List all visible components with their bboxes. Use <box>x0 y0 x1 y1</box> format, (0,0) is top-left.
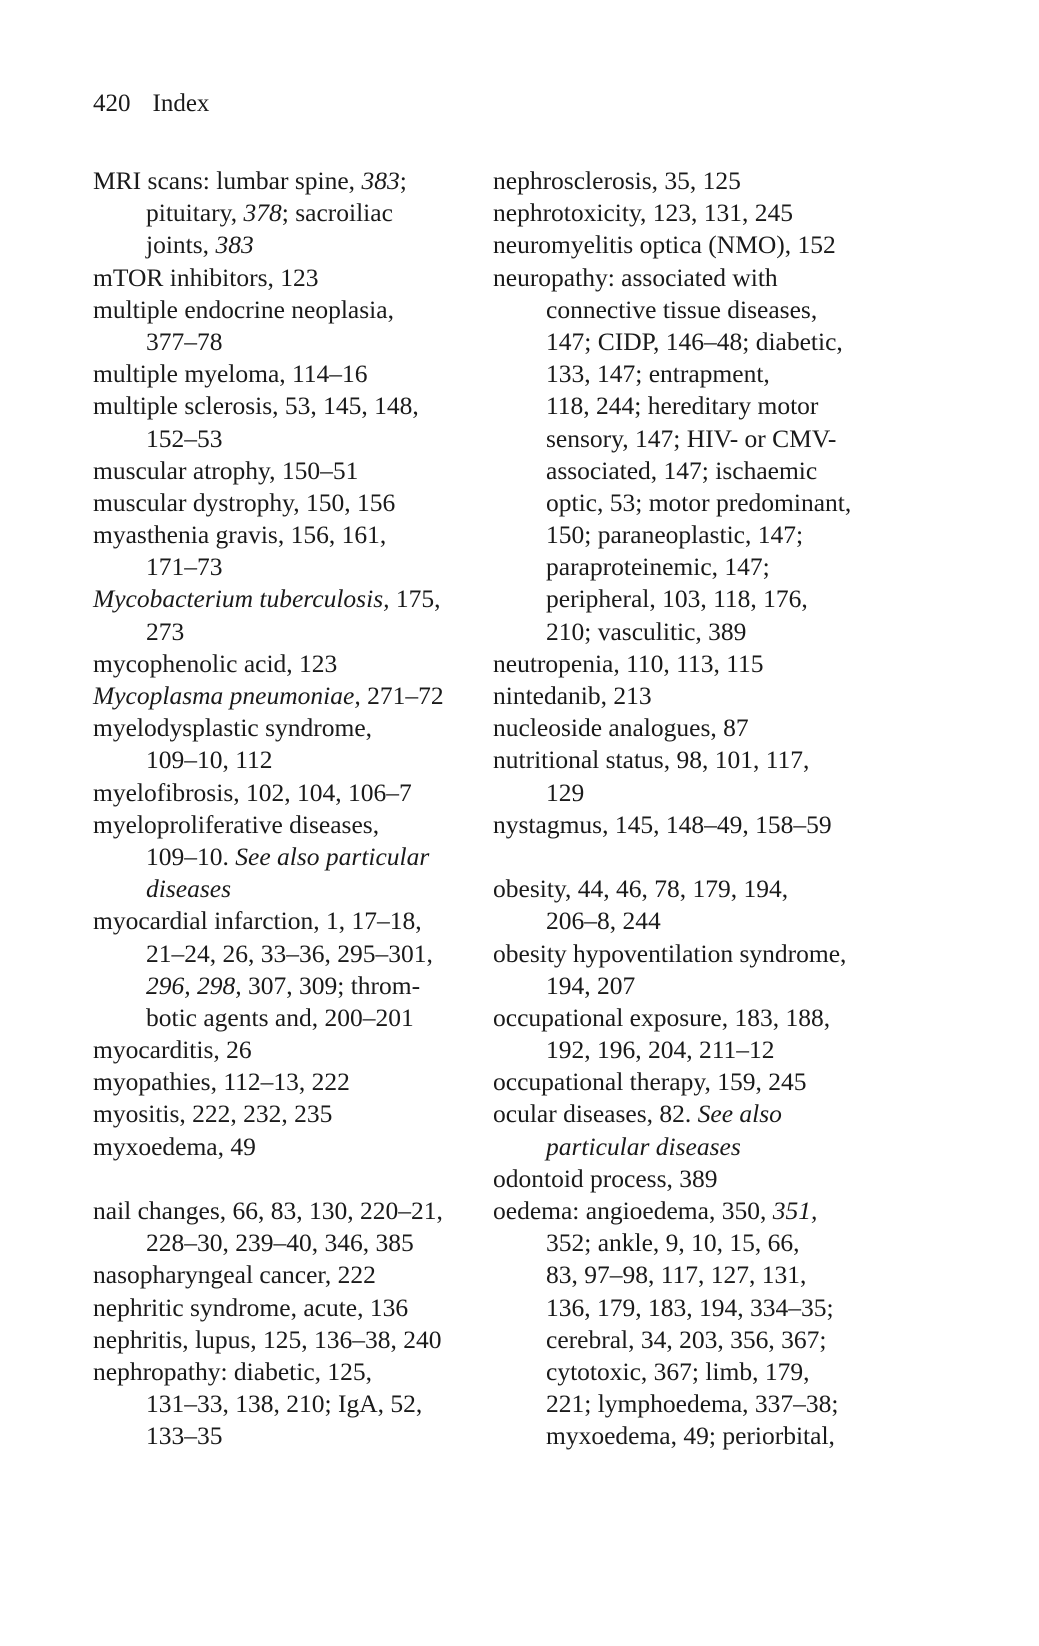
index-entry-text: 307, 309; throm- <box>241 970 421 1000</box>
index-entry-continuation <box>493 583 893 615</box>
index-entry <box>493 1002 893 1034</box>
index-entry-text: odontoid process, 389 <box>493 1163 718 1193</box>
index-entry-text: pituitary, <box>146 198 244 228</box>
index-entry-text: 129 <box>546 777 585 807</box>
index-entry <box>93 1292 493 1324</box>
index-entry-continuation <box>93 1227 493 1259</box>
index-entry-continuation <box>93 197 493 229</box>
index-entry-text: multiple sclerosis, 53, 145, 148, <box>93 391 419 421</box>
index-entry-italic-text: Mycoplasma pneumoniae, <box>93 681 361 710</box>
index-entry-text: muscular atrophy, 150–51 <box>93 455 359 485</box>
index-entry-continuation <box>93 970 493 1002</box>
index-entry-text: 271–72 <box>360 681 444 710</box>
index-entry-continuation <box>93 423 493 455</box>
index-entry <box>93 680 493 712</box>
page-title: Index <box>152 90 210 117</box>
index-entry-continuation <box>493 616 893 648</box>
index-entry-continuation <box>93 841 493 873</box>
index-entry-continuation <box>493 390 893 422</box>
index-entry-italic-text: particular diseases <box>546 1131 741 1161</box>
index-entry-text: cerebral, 34, 203, 356, 367; <box>546 1324 827 1354</box>
index-entry-text: 83, 97–98, 117, 127, 131, <box>546 1260 807 1290</box>
index-entry-continuation <box>493 905 893 937</box>
index-entry-continuation <box>493 1034 893 1066</box>
index-entry-text: myopathies, 112–13, 222 <box>93 1067 350 1097</box>
index-entry <box>93 1259 493 1291</box>
index-entry-text: paraproteinemic, 147; <box>546 552 770 582</box>
index-entry-continuation <box>93 551 493 583</box>
index-entry-italic-text: 383 <box>215 230 254 260</box>
index-entry-text: 352; ankle, 9, 10, 15, 66, <box>546 1228 800 1258</box>
index-entry-text: myocarditis, 26 <box>93 1035 252 1065</box>
index-entry-continuation <box>93 938 493 970</box>
index-entry <box>93 1098 493 1130</box>
index-entry-italic-text: 378 <box>243 198 282 228</box>
index-entry <box>493 1098 893 1130</box>
index-entry <box>93 777 493 809</box>
index-entry-text: optic, 53; motor predominant, <box>546 487 852 517</box>
section-gap <box>93 1163 493 1195</box>
index-entry-continuation <box>93 744 493 776</box>
index-entry <box>93 905 493 937</box>
index-entry <box>93 487 493 519</box>
index-entry-text: 109–10, 112 <box>146 745 273 775</box>
index-entry-text: myelodysplastic syndrome, <box>93 713 373 743</box>
index-entry-continuation <box>493 1388 893 1420</box>
index-entry-text: sensory, 147; HIV- or CMV- <box>546 423 837 453</box>
index-entry <box>493 165 893 197</box>
index-entry-italic-text: 351, <box>772 1196 818 1225</box>
index-entry-text: 273 <box>146 616 185 646</box>
index-entry-text: neuromyelitis optica (NMO), 152 <box>493 230 836 260</box>
index-entry <box>93 1131 493 1163</box>
index-entry <box>93 519 493 551</box>
index-entry-continuation <box>493 1227 893 1259</box>
index-entry-text: myeloproliferative diseases, <box>93 809 380 839</box>
index-entry-continuation <box>93 229 493 261</box>
index-entry <box>93 583 493 615</box>
index-entry <box>493 873 893 905</box>
index-entry-continuation <box>493 358 893 390</box>
index-entry-italic-text: 296, 298, <box>146 970 242 1000</box>
index-entry <box>493 1066 893 1098</box>
index-entry-continuation <box>493 519 893 551</box>
index-entry <box>493 680 893 712</box>
index-entry-text: 171–73 <box>146 552 223 582</box>
index-entry-text: peripheral, 103, 118, 176, <box>546 584 808 614</box>
index-entry-text: neuropathy: associated with <box>493 262 778 292</box>
index-entry-continuation <box>493 1259 893 1291</box>
index-entry-text: 228–30, 239–40, 346, 385 <box>146 1228 414 1258</box>
index-entry-continuation <box>93 326 493 358</box>
index-entry-text: ocular diseases, 82. <box>493 1099 698 1129</box>
index-entry-text: 21–24, 26, 33–36, 295–301, <box>146 938 433 968</box>
index-entry-continuation <box>493 423 893 455</box>
index-entry <box>93 455 493 487</box>
index-entry-continuation <box>93 873 493 905</box>
index-column-right <box>493 165 893 1453</box>
index-entry-continuation <box>493 487 893 519</box>
index-entry-text: 377–78 <box>146 326 223 356</box>
index-entry-text: 152–53 <box>146 423 223 453</box>
index-entry-text: oedema: angioedema, 350, <box>493 1196 773 1225</box>
index-entry-text: 147; CIDP, 146–48; diabetic, <box>546 326 843 356</box>
index-entry <box>93 1195 493 1227</box>
index-entry-text: associated, 147; ischaemic <box>546 455 818 485</box>
index-entry-continuation <box>493 551 893 583</box>
index-entry-text: 194, 207 <box>546 970 636 1000</box>
index-entry-text: nystagmus, 145, 148–49, 158–59 <box>493 809 832 839</box>
index-entry-text: 221; lymphoedema, 337–38; <box>546 1389 839 1419</box>
index-entry-continuation <box>493 970 893 1002</box>
index-entry <box>493 197 893 229</box>
index-entry-text: MRI scans: lumbar spine, <box>93 166 362 195</box>
index-entry-continuation <box>493 326 893 358</box>
index-entry <box>93 712 493 744</box>
index-entry-text: multiple endocrine neoplasia, <box>93 294 394 324</box>
index-entry-italic-text: Mycobacterium tuberculosis, <box>93 584 390 614</box>
index-entry-text: nephropathy: diabetic, 125, <box>93 1356 373 1386</box>
index-entry <box>93 1066 493 1098</box>
index-entry-text: 206–8, 244 <box>546 906 661 936</box>
index-entry-text: nucleoside analogues, 87 <box>493 713 749 743</box>
index-entry-text: botic agents and, 200–201 <box>146 1002 414 1032</box>
index-entry-continuation <box>493 455 893 487</box>
index-entry-text: 133–35 <box>146 1421 223 1451</box>
index-entry-italic-text: See also particular <box>235 841 430 871</box>
index-entry-text: nephrosclerosis, 35, 125 <box>493 166 741 195</box>
index-entry-text: 109–10. <box>146 841 236 871</box>
index-entry-continuation <box>493 294 893 326</box>
index-column-left <box>93 165 493 1453</box>
index-entry-text: myositis, 222, 232, 235 <box>93 1099 333 1129</box>
index-entry <box>493 938 893 970</box>
section-gap <box>493 841 893 873</box>
index-entry <box>93 809 493 841</box>
index-entry-text: 118, 244; hereditary motor <box>546 391 819 421</box>
index-entry-text: connective tissue diseases, <box>546 294 818 324</box>
index-entry-text: 131–33, 138, 210; IgA, 52, <box>146 1389 423 1419</box>
index-entry <box>493 648 893 680</box>
index-entry <box>493 712 893 744</box>
index-entry-text: myxoedema, 49 <box>93 1131 256 1161</box>
index-entry-continuation <box>493 1356 893 1388</box>
index-entry-continuation <box>493 777 893 809</box>
index-entry-text: occupational therapy, 159, 245 <box>493 1067 807 1097</box>
index-entry-text: neutropenia, 110, 113, 115 <box>493 648 764 678</box>
index-entry-text: myocardial infarction, 1, 17–18, <box>93 906 422 936</box>
index-entry-text: 150; paraneoplastic, 147; <box>546 520 804 550</box>
index-entry-text: nephritis, lupus, 125, 136–38, 240 <box>93 1324 442 1354</box>
index-entry <box>493 1163 893 1195</box>
index-entry-text: multiple myeloma, 114–16 <box>93 359 368 389</box>
index-entry-text: occupational exposure, 183, 188, <box>493 1002 831 1032</box>
index-entry-text: 192, 196, 204, 211–12 <box>546 1035 775 1065</box>
index-entry-continuation <box>493 1324 893 1356</box>
index-entry <box>93 165 493 197</box>
index-entry-text: myelofibrosis, 102, 104, 106–7 <box>93 777 412 807</box>
index-entry-text: mTOR inhibitors, 123 <box>93 262 319 292</box>
index-entry <box>93 1356 493 1388</box>
index-entry <box>493 262 893 294</box>
index-entry-text: ; sacroiliac <box>281 198 393 228</box>
index-entry-text: joints, <box>146 230 216 260</box>
index-entry-text: obesity hypoventilation syndrome, <box>493 938 847 968</box>
index-entry-continuation <box>93 1002 493 1034</box>
index-entry-text: obesity, 44, 46, 78, 179, 194, <box>493 874 789 904</box>
index-entry <box>93 1034 493 1066</box>
index-entry-continuation <box>493 1131 893 1163</box>
index-entry-text: 210; vasculitic, 389 <box>546 616 747 646</box>
index-entry-text: nail changes, 66, 83, 130, 220–21, <box>93 1196 443 1225</box>
index-entry <box>493 744 893 776</box>
index-entry-continuation <box>93 1420 493 1452</box>
index-entry <box>93 262 493 294</box>
index-entry <box>93 358 493 390</box>
index-entry-text: nephritic syndrome, acute, 136 <box>93 1292 409 1322</box>
index-entry-text: mycophenolic acid, 123 <box>93 648 338 678</box>
index-entry-text: 175, <box>389 584 441 614</box>
index-entry-text: ; <box>399 166 407 195</box>
index-entry-text: nutritional status, 98, 101, 117, <box>493 745 810 775</box>
index-entry <box>493 809 893 841</box>
index-entry-italic-text: See also <box>697 1099 782 1129</box>
index-entry-text: myxoedema, 49; periorbital, <box>546 1421 835 1451</box>
index-entry-continuation <box>93 616 493 648</box>
index-entry <box>493 1195 893 1227</box>
index-entry <box>93 648 493 680</box>
index-entry <box>93 1324 493 1356</box>
index-entry-italic-text: diseases <box>146 874 231 904</box>
index-entry-text: nephrotoxicity, 123, 131, 245 <box>493 198 794 228</box>
index-entry-text: nasopharyngeal cancer, 222 <box>93 1260 376 1290</box>
page-number: 420 <box>93 90 131 117</box>
index-entry-continuation <box>493 1292 893 1324</box>
index-entry-text: nintedanib, 213 <box>493 681 652 710</box>
index-entry <box>493 229 893 261</box>
index-entry-text: 136, 179, 183, 194, 334–35; <box>546 1292 834 1322</box>
index-entry-continuation <box>493 1420 893 1452</box>
index-entry <box>93 390 493 422</box>
index-entry <box>93 294 493 326</box>
index-entry-text: muscular dystrophy, 150, 156 <box>93 487 396 517</box>
running-head <box>93 88 209 120</box>
index-entry-text: 133, 147; entrapment, <box>546 359 770 389</box>
index-entry-text: cytotoxic, 367; limb, 179, <box>546 1356 810 1386</box>
index-entry-text: myasthenia gravis, 156, 161, <box>93 520 387 550</box>
index-entry-continuation <box>93 1388 493 1420</box>
index-entry-italic-text: 383 <box>361 166 400 195</box>
